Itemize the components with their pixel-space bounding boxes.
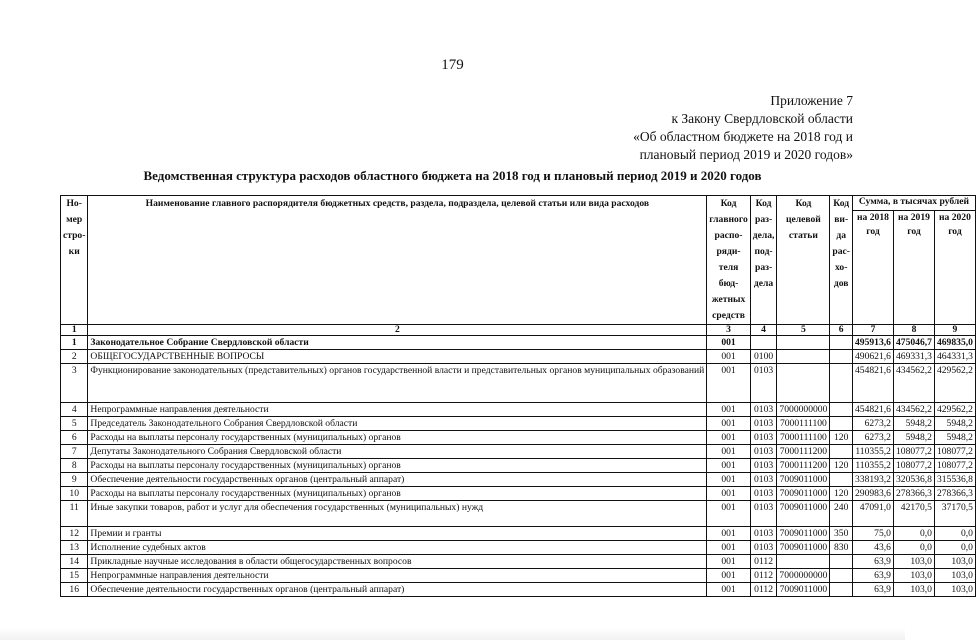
cell-sum-2019: 0,0 bbox=[893, 541, 934, 555]
cell-manager-code: 001 bbox=[707, 541, 750, 555]
header-expense-type-code: Код ви-да рас-хо-дов bbox=[830, 196, 853, 325]
column-number: 8 bbox=[893, 325, 934, 336]
cell-sum-2018: 6273,2 bbox=[852, 431, 893, 445]
cell-name: Депутаты Законодательного Собрания Свердловской области bbox=[88, 445, 707, 459]
cell-sum-2019: 108077,2 bbox=[893, 445, 934, 459]
cell-name: Исполнение судебных актов bbox=[88, 541, 707, 555]
column-number: 9 bbox=[934, 325, 975, 336]
cell-target-code: 7000111200 bbox=[777, 459, 830, 473]
cell-name: Непрограммные направления деятельности bbox=[88, 403, 707, 417]
cell-expense-type-code bbox=[830, 336, 853, 350]
page-number: 179 bbox=[441, 57, 464, 73]
cell-manager-code: 001 bbox=[707, 569, 750, 583]
cell-sum-2018: 110355,2 bbox=[852, 445, 893, 459]
cell-sum-2020: 103,0 bbox=[934, 555, 975, 569]
cell-target-code: 7000000000 bbox=[777, 403, 830, 417]
cell-manager-code: 001 bbox=[707, 336, 750, 350]
cell-sum-2019: 0,0 bbox=[893, 527, 934, 541]
cell-target-code bbox=[777, 350, 830, 364]
cell-row-number: 15 bbox=[61, 569, 88, 583]
cell-row-number: 3 bbox=[61, 364, 88, 403]
appendix-line-4: плановый период 2019 и 2020 годов» bbox=[639, 147, 853, 162]
appendix-note bbox=[633, 92, 853, 164]
cell-name: Премии и гранты bbox=[88, 527, 707, 541]
cell-manager-code: 001 bbox=[707, 487, 750, 501]
cell-name: Расходы на выплаты персоналу государственных (муниципальных) органов bbox=[88, 431, 707, 445]
appendix-line-3: «Об областном бюджете на 2018 год и bbox=[633, 129, 853, 144]
cell-section-code: 0103 bbox=[750, 431, 777, 445]
cell-row-number: 8 bbox=[61, 459, 88, 473]
cell-sum-2018: 75,0 bbox=[852, 527, 893, 541]
cell-section-code: 0103 bbox=[750, 445, 777, 459]
cell-target-code: 7009011000 bbox=[777, 487, 830, 501]
table-row bbox=[61, 350, 976, 364]
cell-section-code: 0103 bbox=[750, 527, 777, 541]
cell-row-number: 1 bbox=[61, 336, 88, 350]
cell-sum-2018: 454821,6 bbox=[852, 403, 893, 417]
cell-expense-type-code bbox=[830, 403, 853, 417]
column-number: 3 bbox=[707, 325, 750, 336]
cell-manager-code: 001 bbox=[707, 350, 750, 364]
cell-section-code: 0103 bbox=[750, 487, 777, 501]
cell-section-code: 0103 bbox=[750, 364, 777, 403]
cell-expense-type-code: 120 bbox=[830, 431, 853, 445]
cell-name: Иные закупки товаров, работ и услуг для обеспечения государственных (муниципальных) нужд bbox=[88, 501, 707, 527]
header-row-number: Но-мер стро-ки bbox=[61, 196, 88, 325]
cell-manager-code: 001 bbox=[707, 459, 750, 473]
cell-manager-code: 001 bbox=[707, 403, 750, 417]
table-row bbox=[61, 527, 976, 541]
cell-expense-type-code bbox=[830, 569, 853, 583]
cell-section-code: 0103 bbox=[750, 501, 777, 527]
cell-target-code: 7000111100 bbox=[777, 417, 830, 431]
cell-sum-2020: 37170,5 bbox=[934, 501, 975, 527]
cell-expense-type-code: 830 bbox=[830, 541, 853, 555]
table-row bbox=[61, 445, 976, 459]
cell-expense-type-code bbox=[830, 583, 853, 597]
cell-sum-2019: 108077,2 bbox=[893, 459, 934, 473]
cell-target-code: 7000111100 bbox=[777, 431, 830, 445]
table-row bbox=[61, 583, 976, 597]
cell-sum-2020: 464331,3 bbox=[934, 350, 975, 364]
scan-edge bbox=[0, 628, 905, 640]
cell-manager-code: 001 bbox=[707, 445, 750, 459]
cell-sum-2020: 315536,8 bbox=[934, 473, 975, 487]
cell-sum-2020: 108077,2 bbox=[934, 459, 975, 473]
table-row bbox=[61, 459, 976, 473]
cell-target-code: 7009011000 bbox=[777, 527, 830, 541]
cell-manager-code: 001 bbox=[707, 473, 750, 487]
cell-sum-2019: 278366,3 bbox=[893, 487, 934, 501]
table-row bbox=[61, 555, 976, 569]
cell-row-number: 11 bbox=[61, 501, 88, 527]
cell-sum-2018: 43,6 bbox=[852, 541, 893, 555]
cell-sum-2019: 469331,3 bbox=[893, 350, 934, 364]
cell-manager-code: 001 bbox=[707, 431, 750, 445]
cell-sum-2019: 5948,2 bbox=[893, 431, 934, 445]
cell-sum-2019: 42170,5 bbox=[893, 501, 934, 527]
cell-sum-2018: 6273,2 bbox=[852, 417, 893, 431]
cell-sum-2020: 429562,2 bbox=[934, 364, 975, 403]
cell-section-code: 0100 bbox=[750, 350, 777, 364]
cell-expense-type-code bbox=[830, 473, 853, 487]
cell-section-code: 0103 bbox=[750, 459, 777, 473]
cell-sum-2019: 103,0 bbox=[893, 583, 934, 597]
table-row bbox=[61, 364, 976, 403]
table-body bbox=[61, 325, 976, 597]
cell-expense-type-code bbox=[830, 417, 853, 431]
cell-sum-2018: 495913,6 bbox=[852, 336, 893, 350]
table-row bbox=[61, 501, 976, 527]
column-number: 7 bbox=[852, 325, 893, 336]
table-row bbox=[61, 541, 976, 555]
cell-target-code: 7009011000 bbox=[777, 473, 830, 487]
column-number-row bbox=[61, 325, 976, 336]
cell-sum-2018: 338193,2 bbox=[852, 473, 893, 487]
header-2019: на 2019 год bbox=[893, 211, 934, 325]
cell-sum-2020: 108077,2 bbox=[934, 445, 975, 459]
appendix-line-2: к Закону Свердловской области bbox=[671, 111, 853, 126]
cell-sum-2019: 434562,2 bbox=[893, 364, 934, 403]
cell-expense-type-code bbox=[830, 555, 853, 569]
header-manager-code: Код главного распо-ряди-теля бюд-жетных средств bbox=[707, 196, 750, 325]
table-row bbox=[61, 431, 976, 445]
cell-expense-type-code: 350 bbox=[830, 527, 853, 541]
cell-name: Председатель Законодательного Собрания Свердловской области bbox=[88, 417, 707, 431]
cell-sum-2020: 278366,3 bbox=[934, 487, 975, 501]
cell-section-code: 0112 bbox=[750, 555, 777, 569]
cell-manager-code: 001 bbox=[707, 364, 750, 403]
cell-sum-2019: 475046,7 bbox=[893, 336, 934, 350]
cell-section-code: 0103 bbox=[750, 403, 777, 417]
cell-name: Законодательное Собрание Свердловской области bbox=[88, 336, 707, 350]
cell-sum-2018: 63,9 bbox=[852, 583, 893, 597]
cell-sum-2020: 469835,0 bbox=[934, 336, 975, 350]
cell-sum-2018: 47091,0 bbox=[852, 501, 893, 527]
table-row bbox=[61, 403, 976, 417]
cell-sum-2020: 0,0 bbox=[934, 527, 975, 541]
cell-target-code: 7009011000 bbox=[777, 583, 830, 597]
cell-section-code: 0112 bbox=[750, 569, 777, 583]
cell-row-number: 16 bbox=[61, 583, 88, 597]
cell-sum-2019: 434562,2 bbox=[893, 403, 934, 417]
cell-sum-2018: 454821,6 bbox=[852, 364, 893, 403]
cell-sum-2020: 103,0 bbox=[934, 569, 975, 583]
table-row bbox=[61, 473, 976, 487]
cell-manager-code: 001 bbox=[707, 555, 750, 569]
column-number: 2 bbox=[88, 325, 707, 336]
cell-row-number: 10 bbox=[61, 487, 88, 501]
cell-row-number: 7 bbox=[61, 445, 88, 459]
column-number: 5 bbox=[777, 325, 830, 336]
budget-table bbox=[60, 195, 976, 597]
column-number: 1 bbox=[61, 325, 88, 336]
cell-name: Прикладные научные исследования в области общегосударственных вопросов bbox=[88, 555, 707, 569]
cell-target-code: 7000111200 bbox=[777, 445, 830, 459]
cell-expense-type-code bbox=[830, 350, 853, 364]
table-row bbox=[61, 336, 976, 350]
cell-sum-2019: 320536,8 bbox=[893, 473, 934, 487]
header-2018: на 2018 год bbox=[852, 211, 893, 325]
cell-name: Непрограммные направления деятельности bbox=[88, 569, 707, 583]
cell-section-code: 0103 bbox=[750, 417, 777, 431]
cell-row-number: 14 bbox=[61, 555, 88, 569]
cell-sum-2019: 103,0 bbox=[893, 569, 934, 583]
cell-expense-type-code bbox=[830, 364, 853, 403]
table-row bbox=[61, 487, 976, 501]
cell-sum-2020: 5948,2 bbox=[934, 431, 975, 445]
header-sum: Сумма, в тысячах рублей bbox=[852, 196, 975, 211]
cell-manager-code: 001 bbox=[707, 583, 750, 597]
cell-name: Обеспечение деятельности государственных органов (центральный аппарат) bbox=[88, 473, 707, 487]
cell-row-number: 4 bbox=[61, 403, 88, 417]
cell-sum-2020: 5948,2 bbox=[934, 417, 975, 431]
cell-sum-2018: 290983,6 bbox=[852, 487, 893, 501]
cell-sum-2020: 429562,2 bbox=[934, 403, 975, 417]
cell-expense-type-code bbox=[830, 445, 853, 459]
table-row bbox=[61, 569, 976, 583]
cell-target-code bbox=[777, 555, 830, 569]
cell-name: Функционирование законодательных (представительных) органов государственной власти и представительных органов муниципальных образований bbox=[88, 364, 707, 403]
cell-manager-code: 001 bbox=[707, 417, 750, 431]
cell-sum-2018: 63,9 bbox=[852, 569, 893, 583]
cell-expense-type-code: 120 bbox=[830, 487, 853, 501]
header-target-code: Код целевой статьи bbox=[777, 196, 830, 325]
cell-expense-type-code: 240 bbox=[830, 501, 853, 527]
cell-target-code bbox=[777, 364, 830, 403]
cell-manager-code: 001 bbox=[707, 527, 750, 541]
cell-sum-2018: 110355,2 bbox=[852, 459, 893, 473]
cell-target-code: 7000000000 bbox=[777, 569, 830, 583]
header-2020: на 2020 год bbox=[934, 211, 975, 325]
cell-sum-2020: 103,0 bbox=[934, 583, 975, 597]
cell-name: Расходы на выплаты персоналу государственных (муниципальных) органов bbox=[88, 487, 707, 501]
header-name: Наименование главного распорядителя бюджетных средств, раздела, подраздела, целевой статьи или вида расходов bbox=[88, 196, 707, 325]
cell-section-code: 0112 bbox=[750, 583, 777, 597]
cell-name: Расходы на выплаты персоналу государственных (муниципальных) органов bbox=[88, 459, 707, 473]
header-section-code: Код раз-дела, под-раз-дела bbox=[750, 196, 777, 325]
cell-name: Обеспечение деятельности государственных органов (центральный аппарат) bbox=[88, 583, 707, 597]
cell-section-code: 0103 bbox=[750, 541, 777, 555]
cell-target-code bbox=[777, 336, 830, 350]
cell-sum-2020: 0,0 bbox=[934, 541, 975, 555]
cell-expense-type-code: 120 bbox=[830, 459, 853, 473]
appendix-line-1: Приложение 7 bbox=[770, 93, 853, 108]
cell-row-number: 13 bbox=[61, 541, 88, 555]
cell-row-number: 5 bbox=[61, 417, 88, 431]
cell-row-number: 9 bbox=[61, 473, 88, 487]
cell-name: ОБЩЕГОСУДАРСТВЕННЫЕ ВОПРОСЫ bbox=[88, 350, 707, 364]
column-number: 6 bbox=[830, 325, 853, 336]
cell-section-code bbox=[750, 336, 777, 350]
cell-sum-2018: 490621,6 bbox=[852, 350, 893, 364]
table-row bbox=[61, 417, 976, 431]
cell-manager-code: 001 bbox=[707, 501, 750, 527]
column-number: 4 bbox=[750, 325, 777, 336]
cell-section-code: 0103 bbox=[750, 473, 777, 487]
cell-target-code: 7009011000 bbox=[777, 541, 830, 555]
cell-target-code: 7009011000 bbox=[777, 501, 830, 527]
cell-sum-2019: 5948,2 bbox=[893, 417, 934, 431]
cell-sum-2018: 63,9 bbox=[852, 555, 893, 569]
cell-row-number: 2 bbox=[61, 350, 88, 364]
cell-row-number: 12 bbox=[61, 527, 88, 541]
cell-row-number: 6 bbox=[61, 431, 88, 445]
cell-sum-2019: 103,0 bbox=[893, 555, 934, 569]
document-title: Ведомственная структура расходов областного бюджета на 2018 год и плановый период 2019 и 2020 годов bbox=[143, 168, 762, 183]
